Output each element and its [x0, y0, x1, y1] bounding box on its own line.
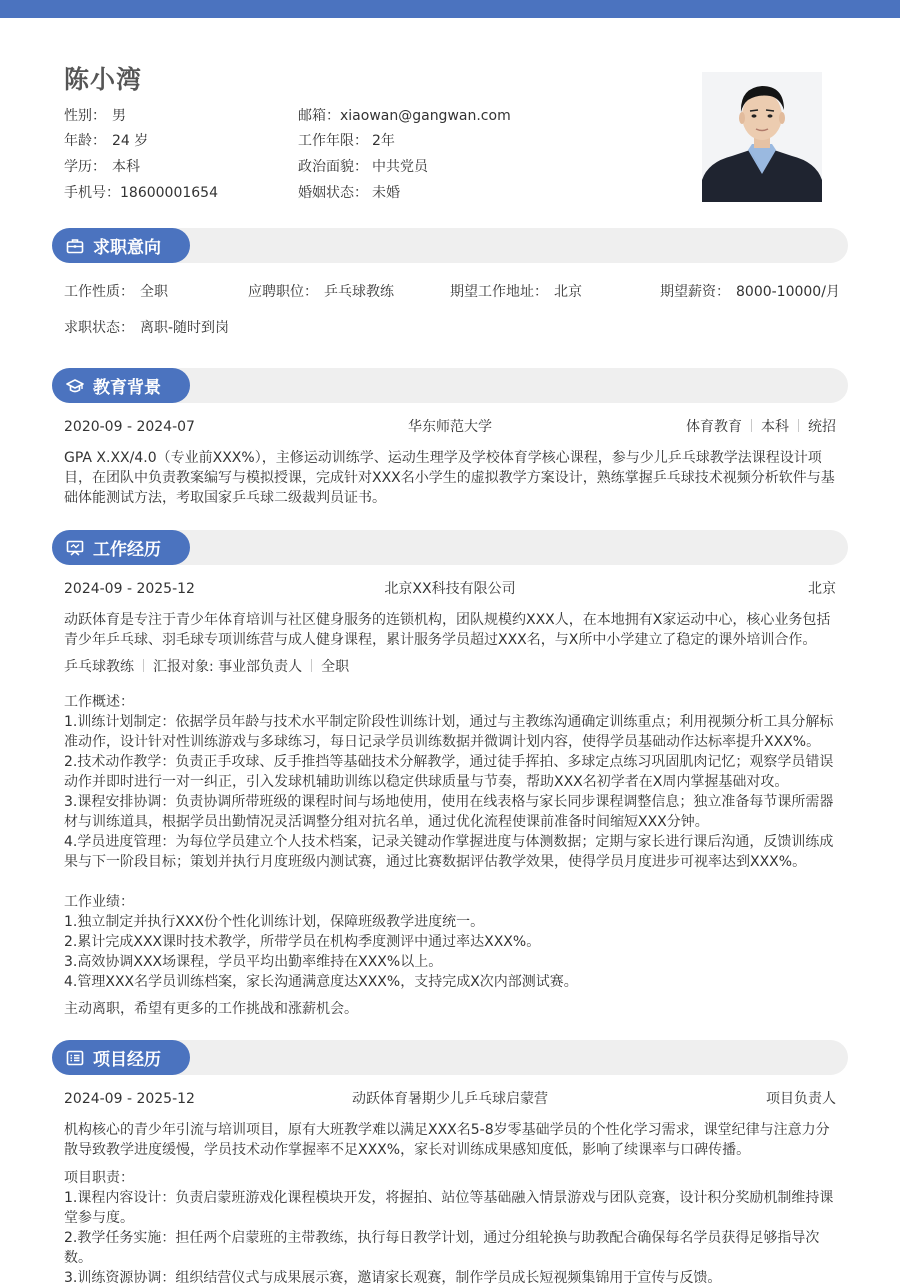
text-line: 堂参与度。 — [64, 1210, 134, 1226]
project-period: 2024-09 - 2025-12 — [64, 1091, 195, 1107]
divider — [751, 419, 752, 432]
education-school: 华东师范大学 — [408, 419, 492, 435]
work-leave-reason: 主动离职，希望有更多的工作挑战和涨薪机会。 — [64, 1001, 358, 1017]
text-line: 2.技术动作教学：负责正手攻球、反手推挡等基础技术分解教学，通过徒手挥拍、多球定点练习巩固肌肉记忆；观察学员错误 — [64, 754, 834, 770]
presentation-icon — [66, 539, 84, 557]
info-education: 学历： 本科 — [64, 159, 140, 175]
intent-nature: 工作性质： 全职 — [64, 284, 168, 300]
section-header-intent — [52, 228, 848, 263]
text-line: 数。 — [64, 1250, 92, 1266]
section-title-work: 工作经历 — [93, 540, 161, 560]
section-title-project: 项目经历 — [93, 1050, 161, 1070]
text-line: GPA X.XX/4.0（专业前XXX%），主修运动训练学、运动生理学及学校体育学核心课程，参与少儿乒乓球教学法课程设计项 — [64, 450, 822, 466]
section-pill-project — [52, 1040, 190, 1075]
project-description — [64, 1120, 840, 1160]
education-major: 体育教育 — [686, 419, 742, 435]
intent-location: 期望工作地址： 北京 — [450, 284, 582, 300]
intent-position: 应聘职位： 乒乓球教练 — [248, 284, 394, 300]
text-line: 2.累计完成XXX课时技术教学，所带学员在机构季度测评中通过率达XXX%。 — [64, 934, 541, 950]
text-line: 青少年乒乓球、羽毛球专项训练营与成人健身课程，累计服务学员超过XXX名，与X所中小学建立了稳定的课外培训合作。 — [64, 632, 817, 648]
text-line: 2.教学任务实施：担任两个启蒙班的主带教练，执行每日教学计划，通过分组轮换与助教配合确保每名学员获得足够指导次 — [64, 1230, 820, 1246]
work-company: 北京XX科技有限公司 — [384, 581, 516, 597]
project-name: 动跃体育暑期少儿乒乓球启蒙营 — [352, 1091, 548, 1107]
text-line: 动作并即时进行一对一纠正，引入发球机辅助训练以稳定供球质量与节奏，帮助XXX名初学者在X周内掌握基础对攻。 — [64, 774, 789, 790]
work-row — [64, 579, 836, 599]
text-line: 材与训练道具，根据学员出勤情况灵活调整分组对抗名单，通过优化流程使课前准备时间缩短XXX分钟。 — [64, 814, 709, 830]
info-work-years: 工作年限： 2年 — [298, 133, 395, 149]
work-job-type: 全职 — [321, 659, 350, 675]
work-role: 乒乓球教练 — [64, 659, 134, 675]
info-gender: 性别： 男 — [64, 108, 126, 124]
section-title-education: 教育背景 — [93, 378, 161, 398]
work-period: 2024-09 - 2025-12 — [64, 581, 195, 597]
info-email: 邮箱：xiaowan@gangwan.com — [298, 108, 511, 124]
project-row — [64, 1089, 836, 1109]
divider — [143, 659, 144, 672]
divider — [798, 419, 799, 432]
list-icon — [66, 1049, 84, 1067]
text-line: 项目职责： — [64, 1170, 134, 1186]
work-report-to: 汇报对象: 事业部负责人 — [153, 659, 303, 675]
education-degree: 本科 — [761, 419, 789, 435]
education-description — [64, 448, 840, 508]
work-city: 北京 — [808, 581, 836, 597]
text-line: 3.课程安排协调：负责协调所带班级的课程时间与场地使用，使用在线表格与家长同步课程调整信息；独立准备每节课所需器 — [64, 794, 834, 810]
intent-status: 求职状态： 离职-随时到岗 — [64, 320, 230, 336]
text-line: 目，在团队中负责教案编写与模拟授课，完成针对XXX名小学生的虚拟教学方案设计，熟练掌握乒乓球技术视频分析软件与基 — [64, 470, 835, 486]
text-line: 工作概述： — [64, 694, 134, 710]
text-line: 4.管理XXX名学员训练档案，家长沟通满意度达XXX%，支持完成X次内部测试赛。 — [64, 974, 578, 990]
text-line: 1.独立制定并执行XXX份个性化训练计划，保障班级教学进度统一。 — [64, 914, 485, 930]
text-line: 工作业绩： — [64, 894, 134, 910]
section-title-intent: 求职意向 — [93, 238, 161, 258]
project-role: 项目负责人 — [766, 1091, 836, 1107]
text-line: 准动作，设计针对性训练游戏与多球练习，每日记录学员训练数据并微调计划内容，使得学员基础动作达标率提升XXX%。 — [64, 734, 821, 750]
text-line: 1.训练计划制定：依据学员年龄与技术水平制定阶段性训练计划，通过与主教练沟通确定训练重点；利用视频分析工具分解标 — [64, 714, 834, 730]
graduation-cap-icon — [66, 377, 84, 395]
text-line: 果与下一阶段目标；策划并执行月度班级内测试赛，通过比赛数据评估教学效果，使得学员月度进步可视率达到XXX%。 — [64, 854, 807, 870]
avatar — [702, 72, 822, 202]
info-marital-status: 婚姻状态： 未婚 — [298, 185, 400, 201]
education-row — [64, 417, 836, 437]
education-tags — [686, 417, 836, 437]
section-pill-work — [52, 530, 190, 565]
profile-photo — [702, 72, 822, 202]
divider — [311, 659, 312, 672]
text-line: 4.学员进度管理：为每位学员建立个人技术档案，记录关键动作掌握进度与体测数据；定期与家长进行课后沟通，反馈训练成 — [64, 834, 834, 850]
text-line: 动跃体育是专注于青少年体育培训与社区健身服务的连锁机构，团队规模约XXX人，在本地拥有X家运动中心，核心业务包括 — [64, 612, 831, 628]
education-period: 2020-09 - 2024-07 — [64, 419, 195, 435]
project-duties — [64, 1168, 840, 1288]
text-line: 机构核心的青少年引流与培训项目，原有大班教学难以满足XXX名5-8岁零基础学员的个性化学习需求，课堂纪律与注意力分 — [64, 1122, 830, 1138]
education-type: 统招 — [808, 419, 836, 435]
text-line: 3.高效协调XXX场课程，学员平均出勤率维持在XXX%以上。 — [64, 954, 443, 970]
text-line: 础体能测试方法，考取国家乒乓球二级裁判员证书。 — [64, 490, 386, 506]
section-header-work — [52, 530, 848, 565]
work-tags — [64, 657, 349, 677]
top-accent-bar — [0, 0, 900, 18]
text-line: 3.训练资源协调：组织结营仪式与成果展示赛，邀请家长观赛，制作学员成长短视频集锦用于宣传与反馈。 — [64, 1270, 722, 1286]
section-pill-education — [52, 368, 190, 403]
section-header-project — [52, 1040, 848, 1075]
info-political-status: 政治面貌： 中共党员 — [298, 159, 428, 175]
section-header-education — [52, 368, 848, 403]
work-overview — [64, 692, 840, 992]
text-line: 1.课程内容设计：负责启蒙班游戏化课程模块开发，将握拍、站位等基础融入情景游戏与团队竞赛，设计积分奖励机制维持课 — [64, 1190, 834, 1206]
text-line — [64, 872, 840, 892]
briefcase-icon — [66, 237, 84, 255]
intent-salary: 期望薪资： 8000-10000/月 — [660, 284, 840, 300]
candidate-name: 陈小湾 — [64, 65, 143, 94]
info-age: 年龄： 24 岁 — [64, 133, 149, 149]
text-line: 散导致教学进度缓慢，学员技术动作掌握率不足XXX%，家长对训练成果感知度低，影响了续课率与口碑传播。 — [64, 1142, 751, 1158]
work-company-intro — [64, 610, 840, 650]
section-pill-intent — [52, 228, 190, 263]
info-phone: 手机号：18600001654 — [64, 185, 218, 201]
